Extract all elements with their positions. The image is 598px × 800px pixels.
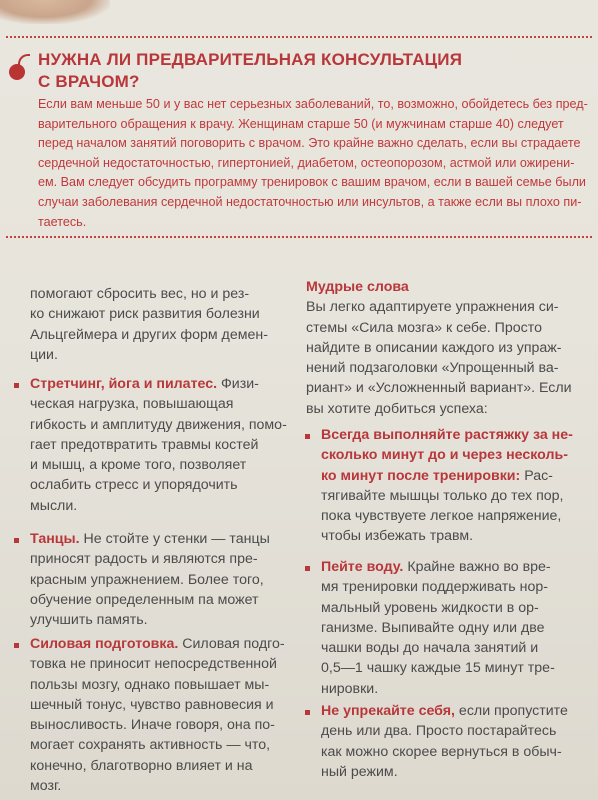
left-item-strength <box>30 634 285 796</box>
text-line: ции. <box>30 346 58 363</box>
text-line <box>30 529 285 549</box>
text-line: ко снижают риск развития болезни <box>30 306 260 323</box>
text-line: могает сохранять активность — что, <box>30 737 271 754</box>
text-line: шечный тонус, чувство равновесия и <box>30 696 274 713</box>
text-line <box>30 374 285 394</box>
item-text: Крайне важно во вре- <box>403 559 551 575</box>
text-line: ослабить стресс и упорядочить <box>30 477 238 494</box>
box-text-line: таетесь. <box>38 214 87 229</box>
text-line <box>321 701 587 721</box>
text-line: чтобы избежать травм. <box>321 528 474 545</box>
text-line: обучение определенным па может <box>30 591 259 608</box>
bullet-icon <box>14 383 19 388</box>
top-dotted-rule <box>6 36 592 38</box>
text-line: мя тренировки поддерживать нор- <box>321 579 548 596</box>
text-line: ческая нагрузка, повышающая <box>30 396 234 413</box>
text-line: 0,5—1 чашку каждые 15 минут трe- <box>321 660 555 677</box>
text-line: товка не приносит непосредственной <box>30 656 277 673</box>
speech-bubble-icon <box>9 64 25 80</box>
text-line: гибкость и амплитуду движения, помо- <box>30 416 287 433</box>
box-text-line: ем. Вам следует обсудить программу тренировок с вашим врачом, если в вашей семье были <box>38 175 586 190</box>
left-item-stretching <box>30 374 285 516</box>
text-line: вы хотите добиться успеха: <box>306 400 488 417</box>
text-line: найдите в описании каждого из упраж- <box>306 339 562 356</box>
text-line: нений подзаголовки «Упрощенный ва- <box>306 360 559 377</box>
box-text-line: сердечной недостаточностью, гипертонией, диабетом, остеопорозом, астмой или ожирени- <box>38 155 575 170</box>
left-intro <box>30 284 285 365</box>
text-line: красным упражнением. Более того, <box>30 571 264 588</box>
bullet-icon <box>305 434 310 439</box>
box-title-line: НУЖНА ЛИ ПРЕДВАРИТЕЛЬНАЯ КОНСУЛЬТАЦИЯ <box>38 50 463 69</box>
text-line: ганизме. Выпивайте одну или две <box>321 619 545 636</box>
item-title: Пейте воду. <box>321 559 404 575</box>
box-text-line: случаи заболевания сердечной недостаточностью или инсультов, а также если вы плохо пи- <box>38 194 582 209</box>
right-item-stretch <box>321 425 587 547</box>
text-line: мозг. <box>30 778 62 795</box>
box-text-line: варительного обращения к врачу. Женщинам старше 50 (и мужчинам старше 40) следует <box>38 116 564 131</box>
left-item-dance <box>30 529 285 630</box>
section-heading: Мудрые слова <box>306 279 409 295</box>
text-line: пока чувствуете легкое напряжение, <box>321 508 562 525</box>
item-title-line: Всегда выполняйте растяжку за не- <box>321 427 573 443</box>
text-line: ный режим. <box>321 763 398 780</box>
text-line: Вы легко адаптируете упражнения си- <box>306 299 559 316</box>
box-text <box>38 95 588 232</box>
right-item-water <box>321 557 587 699</box>
bullet-icon <box>305 566 310 571</box>
item-text: Не стойте у стенки — танцы <box>79 531 270 547</box>
text-line: день или два. Просто постарайтесь <box>321 723 557 740</box>
right-item-self <box>321 701 587 782</box>
item-text: Силовая подго- <box>178 636 285 652</box>
text-line <box>30 634 285 654</box>
text-line: нировки. <box>321 680 379 697</box>
bullet-icon <box>14 538 19 543</box>
right-intro <box>306 277 586 419</box>
bullet-icon <box>305 710 310 715</box>
text-line: конечно, благотворно влияет и на <box>30 757 253 774</box>
finger-shadow <box>0 0 110 24</box>
text-line <box>321 466 587 486</box>
text-line <box>321 557 587 577</box>
box-text-line: Если вам меньше 50 и у вас нет серьезных заболеваний, то, возможно, обойдетесь без пред- <box>38 97 588 111</box>
item-text: если пропустите <box>454 703 568 719</box>
text-line: тягивайте мышцы только до тех пор, <box>321 487 564 504</box>
text-line: Альцгеймера и других форм демен- <box>30 326 268 343</box>
text-line: как можно скорее вернуться в обыч- <box>321 743 562 760</box>
text-line: приносят радость и являются пре- <box>30 551 258 568</box>
text-line: помогают сбросить вес, но и рез- <box>30 286 250 302</box>
item-title: Стретчинг, йога и пилатес. <box>30 376 218 392</box>
box-text-line: перед началом занятий поговорить с врачом. Это крайне важно сделать, если вы страдаете <box>38 136 581 151</box>
box-title-line: С ВРАЧОМ? <box>38 72 140 91</box>
text-line: улучшить память. <box>30 612 148 629</box>
bottom-dotted-rule <box>6 236 592 238</box>
text-line: пользы мозгу, однако повышает мы- <box>30 676 270 693</box>
item-title: ко минут после тренировки: <box>321 467 521 484</box>
item-text: Рас- <box>520 467 553 484</box>
text-line: гает предотвратить травмы костей <box>30 436 259 453</box>
item-title: Силовая подготовка. <box>30 636 179 652</box>
bullet-icon <box>14 643 19 648</box>
item-text: Физи- <box>217 376 259 392</box>
text-line: чашки воды до начала занятий и <box>321 640 539 657</box>
text-line: риант» и «Усложненный вариант». Если <box>306 380 572 397</box>
item-title: Танцы. <box>30 531 80 547</box>
text-line: выносливость. Иначе говоря, она по- <box>30 717 275 734</box>
item-title-line: сколько минут до и через несколь- <box>321 447 568 464</box>
box-title <box>38 49 578 93</box>
item-title: Не упрекайте себя, <box>321 703 455 719</box>
text-line: мысли. <box>30 497 78 514</box>
text-line: стемы «Сила мозга» к себе. Просто <box>306 319 542 336</box>
text-line: мальный уровень жидкости в ор- <box>321 599 539 616</box>
text-line: и мышц, а кроме того, позволяет <box>30 457 247 474</box>
